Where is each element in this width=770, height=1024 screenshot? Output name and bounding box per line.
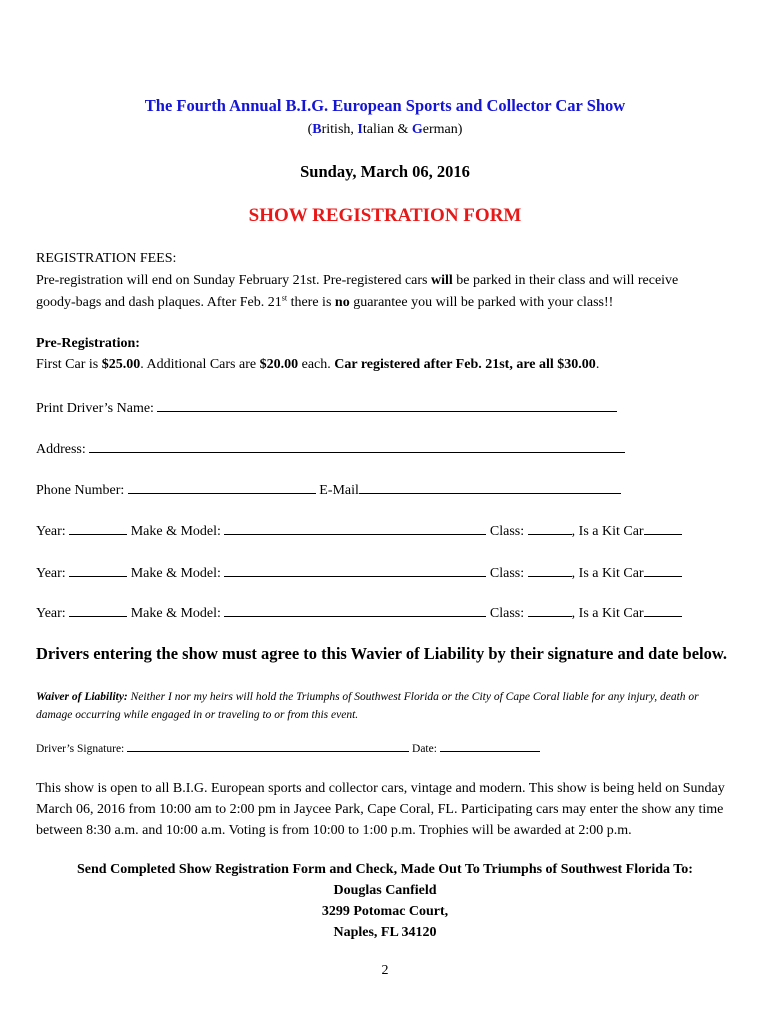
year-field[interactable] — [69, 602, 127, 617]
kit-car-label: , Is a Kit Car — [571, 606, 644, 621]
kit-car-label: , Is a Kit Car — [571, 524, 644, 539]
class-label: Class: — [489, 524, 525, 539]
recipient-street: 3299 Potomac Court, — [321, 904, 449, 919]
subtitle-g: G — [411, 122, 423, 137]
address-label: Address: — [36, 442, 86, 457]
make-model-label: Make & Model: — [130, 566, 221, 581]
recipient-name: Douglas Canfield — [333, 883, 437, 898]
date-label: Date: — [412, 743, 437, 755]
kit-car-field[interactable] — [644, 602, 682, 617]
subtitle-erman: erman) — [422, 122, 463, 137]
email-label: E-Mail — [319, 483, 359, 498]
signature-field[interactable] — [127, 740, 409, 752]
make-model-field[interactable] — [224, 562, 486, 577]
phone-label: Phone Number: — [36, 483, 125, 498]
kit-car-label: , Is a Kit Car — [571, 566, 644, 581]
year-field[interactable] — [69, 520, 127, 535]
form-title: SHOW REGISTRATION FORM — [248, 205, 522, 226]
show-title: The Fourth Annual B.I.G. European Sports and Collector Car Show — [144, 96, 626, 115]
subtitle-ritish: ritish, — [321, 122, 358, 137]
fees-line-2-sup: st — [281, 293, 288, 303]
year-label: Year: — [36, 606, 66, 621]
prereg-t1: First Car is — [36, 357, 102, 372]
subtitle-i: I — [357, 122, 363, 137]
recipient-city: Naples, FL 34120 — [333, 925, 437, 940]
prereg-b1: $25.00 — [101, 357, 141, 372]
fees-line-1-bold: will — [431, 273, 453, 288]
prereg-t4: . — [595, 357, 600, 372]
address-field[interactable] — [89, 438, 625, 453]
signature-label: Driver’s Signature: — [36, 743, 125, 755]
make-model-field[interactable] — [224, 602, 486, 617]
waiver-heading: Drivers entering the show must agree to this Wavier of Liability by their signature and date below. — [36, 644, 728, 663]
kit-car-field[interactable] — [644, 562, 682, 577]
class-field[interactable] — [528, 562, 572, 577]
prereg-t2: . Additional Cars are — [140, 357, 260, 372]
fees-line-2 — [36, 292, 613, 314]
fees-line-1 — [36, 270, 678, 292]
send-instructions: Send Completed Show Registration Form and Check, Made Out To Triumphs of Southwest Florida To: — [77, 862, 693, 877]
driver-name-field[interactable] — [157, 397, 617, 412]
car-row-2 — [36, 562, 682, 582]
prereg-b2: $20.00 — [259, 357, 299, 372]
car-row-3 — [36, 602, 682, 622]
contact-row — [36, 479, 621, 499]
fees-line-2c: guarantee you will be parked with your class!! — [349, 295, 614, 310]
prereg-line — [36, 354, 599, 376]
waiver-label: Waiver of Liability: — [36, 691, 128, 703]
waiver-body: Neither I nor my heirs will hold the Triumphs of Southwest Florida or the City of Cape Coral liable for any injury, death or damage occurring while engaged in or traveling to or from this event. — [36, 691, 699, 721]
date-field[interactable] — [440, 740, 540, 752]
event-date: Sunday, March 06, 2016 — [300, 162, 470, 181]
subtitle-talian: talian & — [362, 122, 412, 137]
signature-row — [36, 740, 540, 755]
fees-line-2-bold: no — [334, 295, 350, 310]
class-field[interactable] — [528, 520, 572, 535]
fees-line-1b: be parked in their class and will receive — [452, 273, 679, 288]
fees-line-1a: Pre-registration will end on Sunday February 21st. Pre-registered cars — [36, 273, 432, 288]
make-model-field[interactable] — [224, 520, 486, 535]
make-model-label: Make & Model: — [130, 606, 221, 621]
class-field[interactable] — [528, 602, 572, 617]
make-model-label: Make & Model: — [130, 524, 221, 539]
phone-field[interactable] — [128, 479, 316, 494]
subtitle-b: B — [312, 122, 322, 137]
class-label: Class: — [489, 566, 525, 581]
year-label: Year: — [36, 524, 66, 539]
subtitle-open: ( — [307, 122, 313, 137]
show-info-paragraph: This show is open to all B.I.G. European sports and collector cars, vintage and modern. This show is being held on Sunday March 06, 2016 from 10:00 am to 2:00 pm in Jaycee Park, Cape Coral, FL. Participating cars may enter the show any time between 8:30 a.m. and 10:00 a.m. Voting is from 10:00 to 1:00 p.m. Trophies will be awarded at 2:00 p.m. — [36, 781, 725, 838]
page-number: 2 — [381, 963, 389, 978]
address-row — [36, 438, 625, 458]
class-label: Class: — [489, 606, 525, 621]
email-field[interactable] — [359, 479, 621, 494]
waiver-text — [36, 688, 736, 724]
fees-line-2a: goody-bags and dash plaques. After Feb. 21 — [36, 295, 282, 310]
prereg-t3: each. — [298, 357, 335, 372]
prereg-heading: Pre-Registration: — [36, 336, 140, 351]
show-subtitle — [0, 122, 770, 138]
fees-heading: REGISTRATION FEES: — [36, 251, 177, 266]
driver-name-row — [36, 397, 617, 417]
year-label: Year: — [36, 566, 66, 581]
driver-name-label: Print Driver’s Name: — [36, 401, 154, 416]
fees-line-2b: there is — [287, 295, 335, 310]
year-field[interactable] — [69, 562, 127, 577]
car-row-1 — [36, 520, 682, 540]
prereg-b3: Car registered after Feb. 21st, are all $30.00 — [334, 357, 596, 372]
kit-car-field[interactable] — [644, 520, 682, 535]
